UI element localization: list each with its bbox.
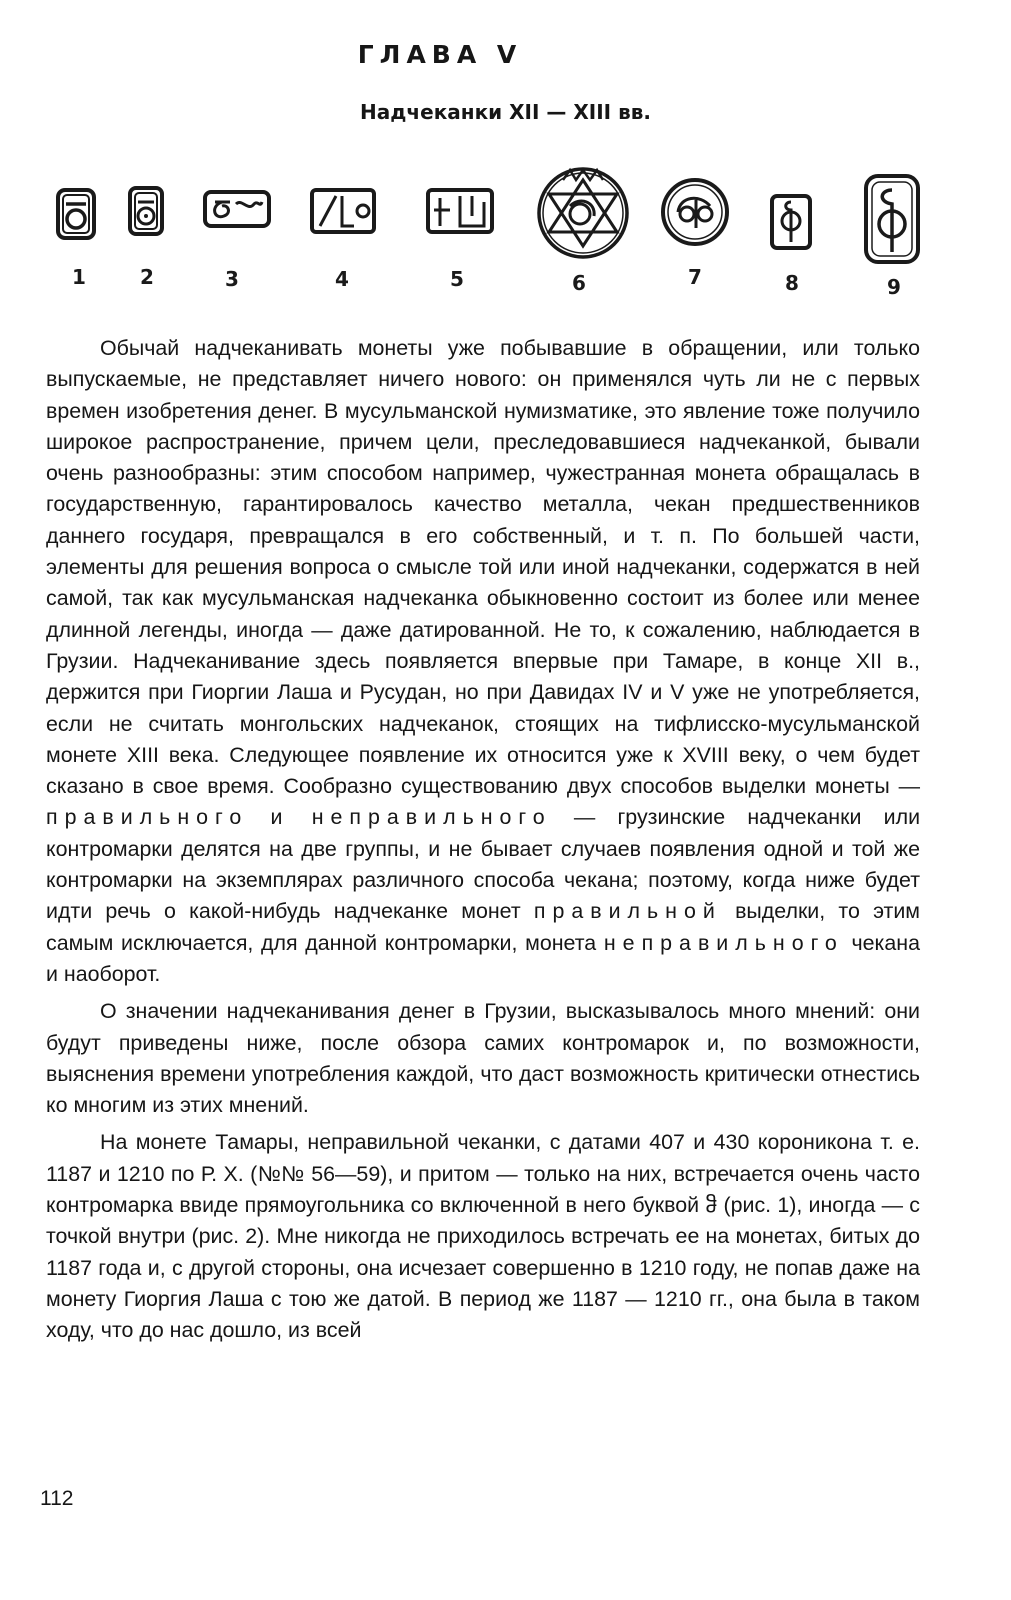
section-subtitle: Надчеканки XII — XIII вв. [360,100,651,124]
conjunction-and: и [270,805,290,830]
paragraph-1-part-i: чекана и наоборот. [46,930,920,986]
emphasis-regular-2: правильной [533,899,722,924]
chapter-heading: ГЛАВА V [357,40,523,69]
paragraph-2: О значении надчеканивания денег в Грузии, высказывалось много мнений: они будут приведены ниже, после обзора самих контромарок и, по возможности, выяснения времени употребления каждой, что даст возможность критически отнестись ко многим из этих мнений. [46,999,920,1118]
countermark-3-figure [205,192,269,226]
body-text [46,333,920,1347]
figure-label-5: 5 [450,267,464,291]
emphasis-irregular: неправильного [311,805,552,830]
paragraph-1-part-g: выделки, то этим самым исключается, для данной контромарки, монета [46,899,920,955]
countermark-6-figure [539,169,627,257]
countermark-4-figure [312,190,374,232]
figure-label-6: 6 [572,271,586,295]
figure-label-2: 2 [140,265,154,289]
paragraph-1-part-e: — грузинские надчеканки или контромарки делятся на две группы, и не бывает случаев появления одной и той же контромарки на экземплярах различного способа чекана; поэтому, когда ниже будет идти речь о какой-нибудь надчеканке монет [46,805,921,924]
page-number: 112 [40,1487,74,1510]
paragraph-1 [46,333,920,990]
countermark-figures [50,166,940,306]
countermark-5-figure [428,190,492,232]
figure-label-9: 9 [887,275,901,299]
countermark-8-figure [772,196,810,248]
figure-label-3: 3 [225,267,239,291]
figure-label-1: 1 [72,265,86,289]
figure-label-4: 4 [335,267,349,291]
countermark-9-figure [866,176,918,262]
emphasis-regular: правильного [46,805,249,830]
emphasis-irregular-2: неправильного [603,930,844,955]
figure-label-8: 8 [785,271,799,295]
countermark-1-figure [58,190,94,238]
figure-label-7: 7 [688,265,702,289]
paragraph-1-part-a: Обычай надчеканивать монеты уже побывавшие в обращении, или только выпускаемые, не представляет ничего нового: он применялся чуть ли не с первых времен изобретения денег. В мусульманской нумизматике, это явление тоже получило широкое распространение, причем цели, преследовавшиеся надчеканкой, бывали очень разнообразны: этим способом например, чужестранная монета обращалась в государственную, гарантировалось качество металла, чекан предшественников даннего государя, превращался в его собственный, и т. п. По большей части, элементы для решения вопроса о смысле той или иной надчеканки, содержатся в ней самой, так как мусульманская надчеканка обыкновенно состоит из более или менее длинной легенды, иногда — даже датированной. Не то, к сожалению, наблюдается в Грузии. Надчеканивание здесь появляется впервые при Тамаре, в конце XII в., держится при Гиоргии Лаша и Русудан, но при Давидах IV и V уже не употребляется, если не считать монгольских надчеканок, стоящих на тифлисско-мусульманской монете XIII века. Следующее появление их относится уже к XVIII веку, о чем будет сказано в свое время. Сообразно существованию двух способов выделки монеты — [46,336,920,799]
countermark-2-figure [130,188,162,234]
countermark-7-figure [663,180,727,244]
paragraph-3: На монете Тамары, неправильной чеканки, с датами 407 и 430 короникона т. е. 1187 и 1210 по Р. Х. (№№ 56—59), и притом — только на них, встречается очень часто контромарка ввиде прямоугольника со включенной в него буквой ჵ (рис. 1), иногда — с точкой внутри (рис. 2). Мне никогда не приходилось встречать ее на монетах, битых до 1187 года и, с другой стороны, она исчезает совершенно в 1210 году, не попав даже на монету Гиоргия Лаша с тою же датой. В период же 1187 — 1210 гг., она была в таком ходу, что до нас дошло, из всей [46,1130,920,1343]
